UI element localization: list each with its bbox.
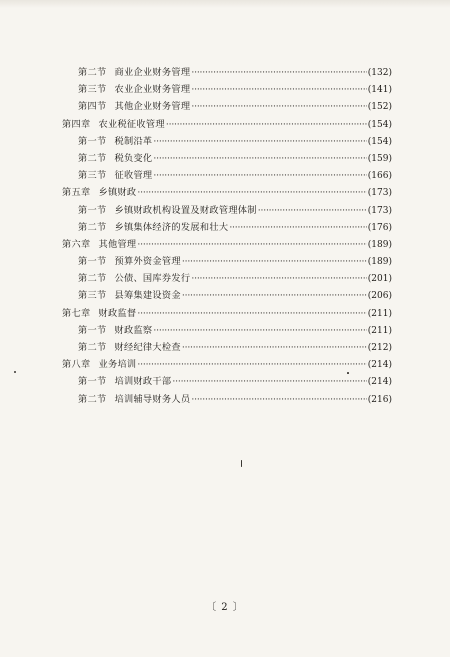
page-top-shadow — [0, 0, 450, 8]
toc-page-number: (211) — [367, 325, 392, 336]
toc-dot-leader — [191, 81, 366, 98]
toc-entry-label — [62, 184, 136, 201]
toc-section-row — [62, 253, 392, 270]
scan-speck — [14, 371, 16, 373]
toc-entry-number: 第一节 — [78, 376, 107, 388]
toc-section-row — [62, 64, 392, 81]
toc-section-row — [62, 167, 392, 184]
toc-entry-title: 农业税征收管理 — [98, 118, 165, 130]
toc-entry-title: 商业企业财务管理 — [114, 67, 191, 78]
toc-entry-title: 农业企业财务管理 — [114, 84, 191, 96]
toc-entry-number: 第二节 — [78, 342, 107, 353]
toc-entry-title: 公债、国库券发行 — [114, 273, 191, 285]
toc-dot-leader — [191, 64, 366, 81]
toc-page-number: (206) — [367, 291, 392, 302]
toc-page-number: (214) — [367, 377, 392, 388]
toc-dot-leader — [182, 339, 367, 356]
toc-entry-label — [62, 305, 136, 322]
toc-entry-number: 第二节 — [78, 67, 107, 78]
toc-entry-title: 财政监察 — [114, 324, 153, 336]
toc-entry-label — [78, 202, 257, 219]
toc-chapter-row — [62, 305, 392, 322]
toc-dot-leader — [153, 133, 366, 150]
toc-entry-label — [78, 253, 181, 270]
toc-page-number: (201) — [367, 274, 392, 285]
toc-entry-title: 培训财政干部 — [114, 376, 172, 388]
toc-entry-title: 其他管理 — [98, 238, 137, 250]
toc-chapter-row — [62, 184, 392, 201]
toc-dot-leader — [153, 150, 366, 167]
toc-dot-leader — [153, 322, 366, 339]
toc-dot-leader — [258, 202, 367, 219]
toc-page-number: (159) — [367, 153, 392, 164]
toc-page-number: (173) — [367, 205, 392, 216]
toc-entry-label — [62, 356, 136, 373]
toc-entry-number: 第七章 — [62, 307, 91, 319]
toc-entry-title: 乡镇财政机构设置及财政管理体制 — [114, 204, 257, 216]
toc-entry-number: 第三节 — [78, 290, 107, 302]
scan-speck — [241, 460, 242, 467]
toc-page-number: (173) — [367, 188, 392, 199]
toc-entry-label — [78, 322, 152, 339]
toc-entry-title: 县筹集建设资金 — [114, 290, 181, 302]
toc-entry-number: 第二节 — [78, 393, 107, 405]
toc-entry-number: 第三节 — [78, 170, 107, 182]
toc-section-row — [62, 133, 392, 150]
toc-entry-label — [78, 270, 190, 287]
toc-entry-label — [78, 64, 190, 81]
toc-page-number: (152) — [367, 102, 392, 113]
toc-entry-title: 预算外资金管理 — [114, 256, 181, 268]
toc-entry-title: 财政监督 — [98, 307, 137, 319]
toc-section-row — [62, 270, 392, 287]
toc-entry-label — [78, 339, 181, 356]
toc-dot-leader — [166, 116, 367, 133]
toc-entry-number: 第一节 — [78, 135, 107, 147]
toc-entry-title: 征收管理 — [114, 170, 153, 182]
toc-entry-label — [78, 98, 190, 115]
toc-entry-number: 第一节 — [78, 324, 107, 336]
toc-page-number: (189) — [367, 257, 392, 268]
toc-dot-leader — [137, 184, 366, 201]
toc-entry-number: 第四节 — [78, 101, 107, 113]
toc-entry-label — [78, 373, 171, 390]
toc-section-row — [62, 219, 392, 236]
toc-section-row — [62, 287, 392, 304]
toc-section-row — [62, 98, 392, 115]
toc-page-number: (154) — [367, 136, 392, 147]
toc-page-number: (211) — [367, 308, 392, 319]
toc-entry-label — [78, 167, 152, 184]
toc-entry-number: 第四章 — [62, 118, 91, 130]
toc-entry-number: 第六章 — [62, 238, 91, 250]
toc-entry-label — [62, 116, 165, 133]
toc-dot-leader — [182, 287, 367, 304]
toc-entry-title: 其他企业财务管理 — [114, 101, 191, 113]
toc-dot-leader — [191, 391, 366, 408]
toc-entry-number: 第三节 — [78, 84, 107, 96]
toc-entry-number: 第一节 — [78, 204, 107, 216]
toc-section-row — [62, 150, 392, 167]
toc-dot-leader — [229, 219, 366, 236]
toc-entry-number: 第八章 — [62, 359, 91, 371]
scan-speck — [347, 372, 349, 374]
toc-entry-number: 第二节 — [78, 273, 107, 285]
toc-dot-leader — [137, 236, 366, 253]
toc-entry-title: 培训辅导财务人员 — [114, 393, 191, 405]
toc-entry-title: 财经纪律大检查 — [114, 342, 181, 353]
toc-entry-label — [78, 287, 181, 304]
toc-page-number: (212) — [367, 343, 392, 353]
toc-dot-leader — [137, 356, 366, 373]
toc-entry-label — [78, 391, 190, 408]
toc-entry-number: 第五章 — [62, 187, 91, 199]
toc-chapter-row — [62, 236, 392, 253]
page-footer-number: 〔 2 〕 — [206, 602, 244, 613]
toc-dot-leader — [182, 253, 367, 270]
toc-entry-number: 第二节 — [78, 221, 107, 233]
toc-dot-leader — [191, 270, 366, 287]
toc-chapter-row — [62, 356, 392, 373]
toc-dot-leader — [137, 305, 366, 322]
toc-entry-label — [78, 150, 152, 167]
toc-entry-title: 乡镇集体经济的发展和壮大 — [114, 221, 229, 233]
toc-dot-leader — [153, 167, 366, 184]
toc-section-row — [62, 81, 392, 98]
toc-dot-leader — [191, 98, 366, 115]
toc-entry-title: 业务培训 — [98, 359, 137, 371]
toc-entry-label — [78, 133, 152, 150]
toc-entry-title: 税制沿革 — [114, 135, 153, 147]
toc-entry-title: 税负变化 — [114, 152, 153, 164]
toc-entry-number: 第二节 — [78, 152, 107, 164]
toc-section-row — [62, 391, 392, 408]
toc-page-number: (132) — [367, 68, 392, 78]
toc-page-number: (154) — [367, 119, 392, 130]
toc-section-row — [62, 373, 392, 390]
toc-entry-number: 第一节 — [78, 256, 107, 268]
toc-entry-title: 乡镇财政 — [98, 187, 137, 199]
toc-entry-label — [78, 81, 190, 98]
toc-page-number: (214) — [367, 360, 392, 371]
toc-page-number: (189) — [367, 239, 392, 250]
toc-page-number: (176) — [367, 222, 392, 233]
toc-section-row — [62, 322, 392, 339]
toc-section-row — [62, 339, 392, 356]
toc-page-number: (141) — [367, 85, 392, 96]
toc-section-row — [62, 202, 392, 219]
toc-chapter-row — [62, 116, 392, 133]
toc-entry-label — [62, 236, 136, 253]
toc-page-number: (216) — [367, 394, 392, 405]
toc-page-number: (166) — [367, 171, 392, 182]
toc-dot-leader — [172, 373, 366, 390]
table-of-contents — [62, 64, 392, 408]
toc-entry-label — [78, 219, 228, 236]
